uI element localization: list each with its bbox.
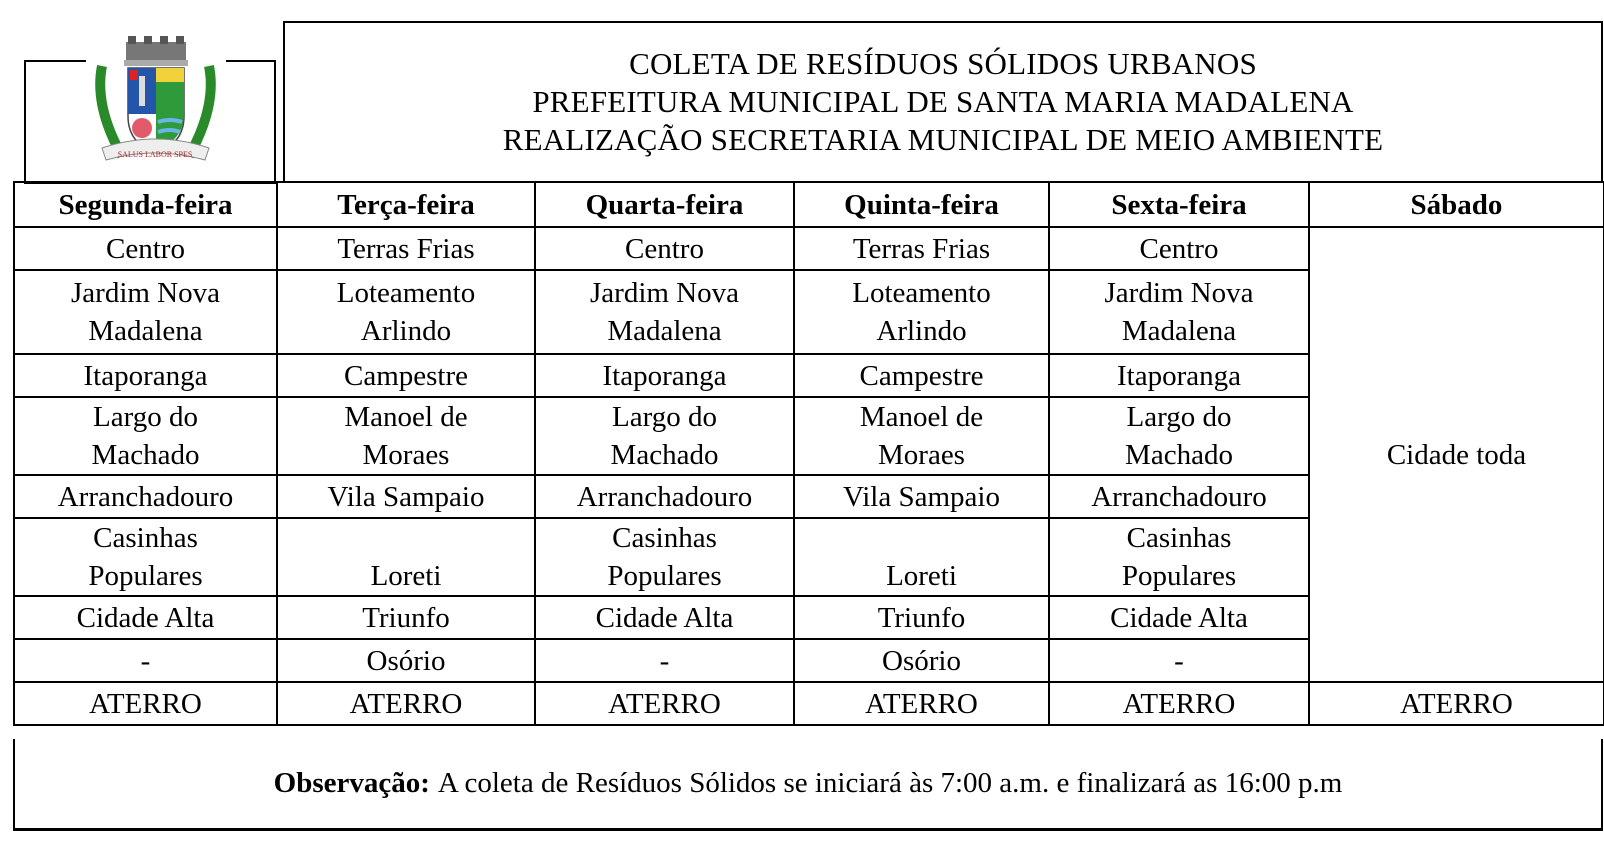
table-cell: Jardim Nova Madalena	[535, 270, 794, 354]
table-cell: Arranchadouro	[14, 475, 277, 518]
table-cell: ATERRO	[535, 682, 794, 725]
table-cell: ATERRO	[1049, 682, 1309, 725]
table-cell: Casinhas Populares	[14, 518, 277, 596]
table-cell: Cidade Alta	[535, 596, 794, 639]
observation-label: Observação:	[273, 767, 430, 799]
title-box	[283, 21, 1603, 181]
table-cell: ATERRO	[794, 682, 1049, 725]
table-cell: Campestre	[794, 354, 1049, 397]
document-title: COLETA DE RESÍDUOS SÓLIDOS URBANOS	[629, 46, 1257, 81]
table-cell: Loteamento Arlindo	[794, 270, 1049, 354]
table-cell: Largo do Machado	[1049, 397, 1309, 475]
table-cell: Vila Sampaio	[277, 475, 535, 518]
collection-schedule-table	[13, 181, 1604, 726]
table-row	[14, 227, 1604, 270]
table-cell: Osório	[277, 639, 535, 682]
table-cell: ATERRO	[277, 682, 535, 725]
svg-text:SALUS LABOR SPES: SALUS LABOR SPES	[117, 150, 193, 159]
table-cell: Arranchadouro	[1049, 475, 1309, 518]
table-cell: Itaporanga	[14, 354, 277, 397]
table-cell: Jardim Nova Madalena	[1049, 270, 1309, 354]
table-cell: ATERRO	[14, 682, 277, 725]
table-cell: Centro	[535, 227, 794, 270]
table-cell: -	[14, 639, 277, 682]
table-cell: Largo do Machado	[14, 397, 277, 475]
saturday-merged-cell: Cidade toda	[1309, 227, 1604, 682]
table-cell: Loreti	[794, 518, 1049, 596]
table-cell: Casinhas Populares	[1049, 518, 1309, 596]
column-header: Quinta-feira	[794, 182, 1049, 227]
table-cell: Casinhas Populares	[535, 518, 794, 596]
table-cell: Vila Sampaio	[794, 475, 1049, 518]
observation-note	[13, 739, 1603, 831]
table-cell: Itaporanga	[1049, 354, 1309, 397]
column-header: Terça-feira	[277, 182, 535, 227]
table-cell: Centro	[1049, 227, 1309, 270]
column-header: Quarta-feira	[535, 182, 794, 227]
prefecture-name: PREFEITURA MUNICIPAL DE SANTA MARIA MADALENA	[532, 84, 1354, 119]
table-header-row	[14, 182, 1604, 227]
column-header: Segunda-feira	[14, 182, 277, 227]
municipal-coat-of-arms-icon	[88, 36, 223, 176]
table-cell: Manoel de Moraes	[277, 397, 535, 475]
table-cell: Loreti	[277, 518, 535, 596]
table-cell: Cidade Alta	[14, 596, 277, 639]
column-header: Sábado	[1309, 182, 1604, 227]
landfill-row	[14, 682, 1604, 725]
table-cell: Cidade Alta	[1049, 596, 1309, 639]
table-cell: Osório	[794, 639, 1049, 682]
table-cell: ATERRO	[1309, 682, 1604, 725]
table-cell: Triunfo	[277, 596, 535, 639]
table-cell: Arranchadouro	[535, 475, 794, 518]
table-cell: -	[1049, 639, 1309, 682]
column-header: Sexta-feira	[1049, 182, 1309, 227]
table-cell: Triunfo	[794, 596, 1049, 639]
table-cell: Loteamento Arlindo	[277, 270, 535, 354]
observation-text: A coleta de Resíduos Sólidos se iniciará às 7:00 a.m. e finalizará as 16:00 p.m	[437, 767, 1343, 799]
table-cell: Manoel de Moraes	[794, 397, 1049, 475]
department-name: REALIZAÇÃO SECRETARIA MUNICIPAL DE MEIO AMBIENTE	[502, 122, 1384, 157]
table-cell: Largo do Machado	[535, 397, 794, 475]
table-cell: Terras Frias	[794, 227, 1049, 270]
table-cell: Itaporanga	[535, 354, 794, 397]
table-cell: Jardim Nova Madalena	[14, 270, 277, 354]
table-cell: Terras Frias	[277, 227, 535, 270]
table-cell: -	[535, 639, 794, 682]
table-cell: Campestre	[277, 354, 535, 397]
table-cell: Centro	[14, 227, 277, 270]
